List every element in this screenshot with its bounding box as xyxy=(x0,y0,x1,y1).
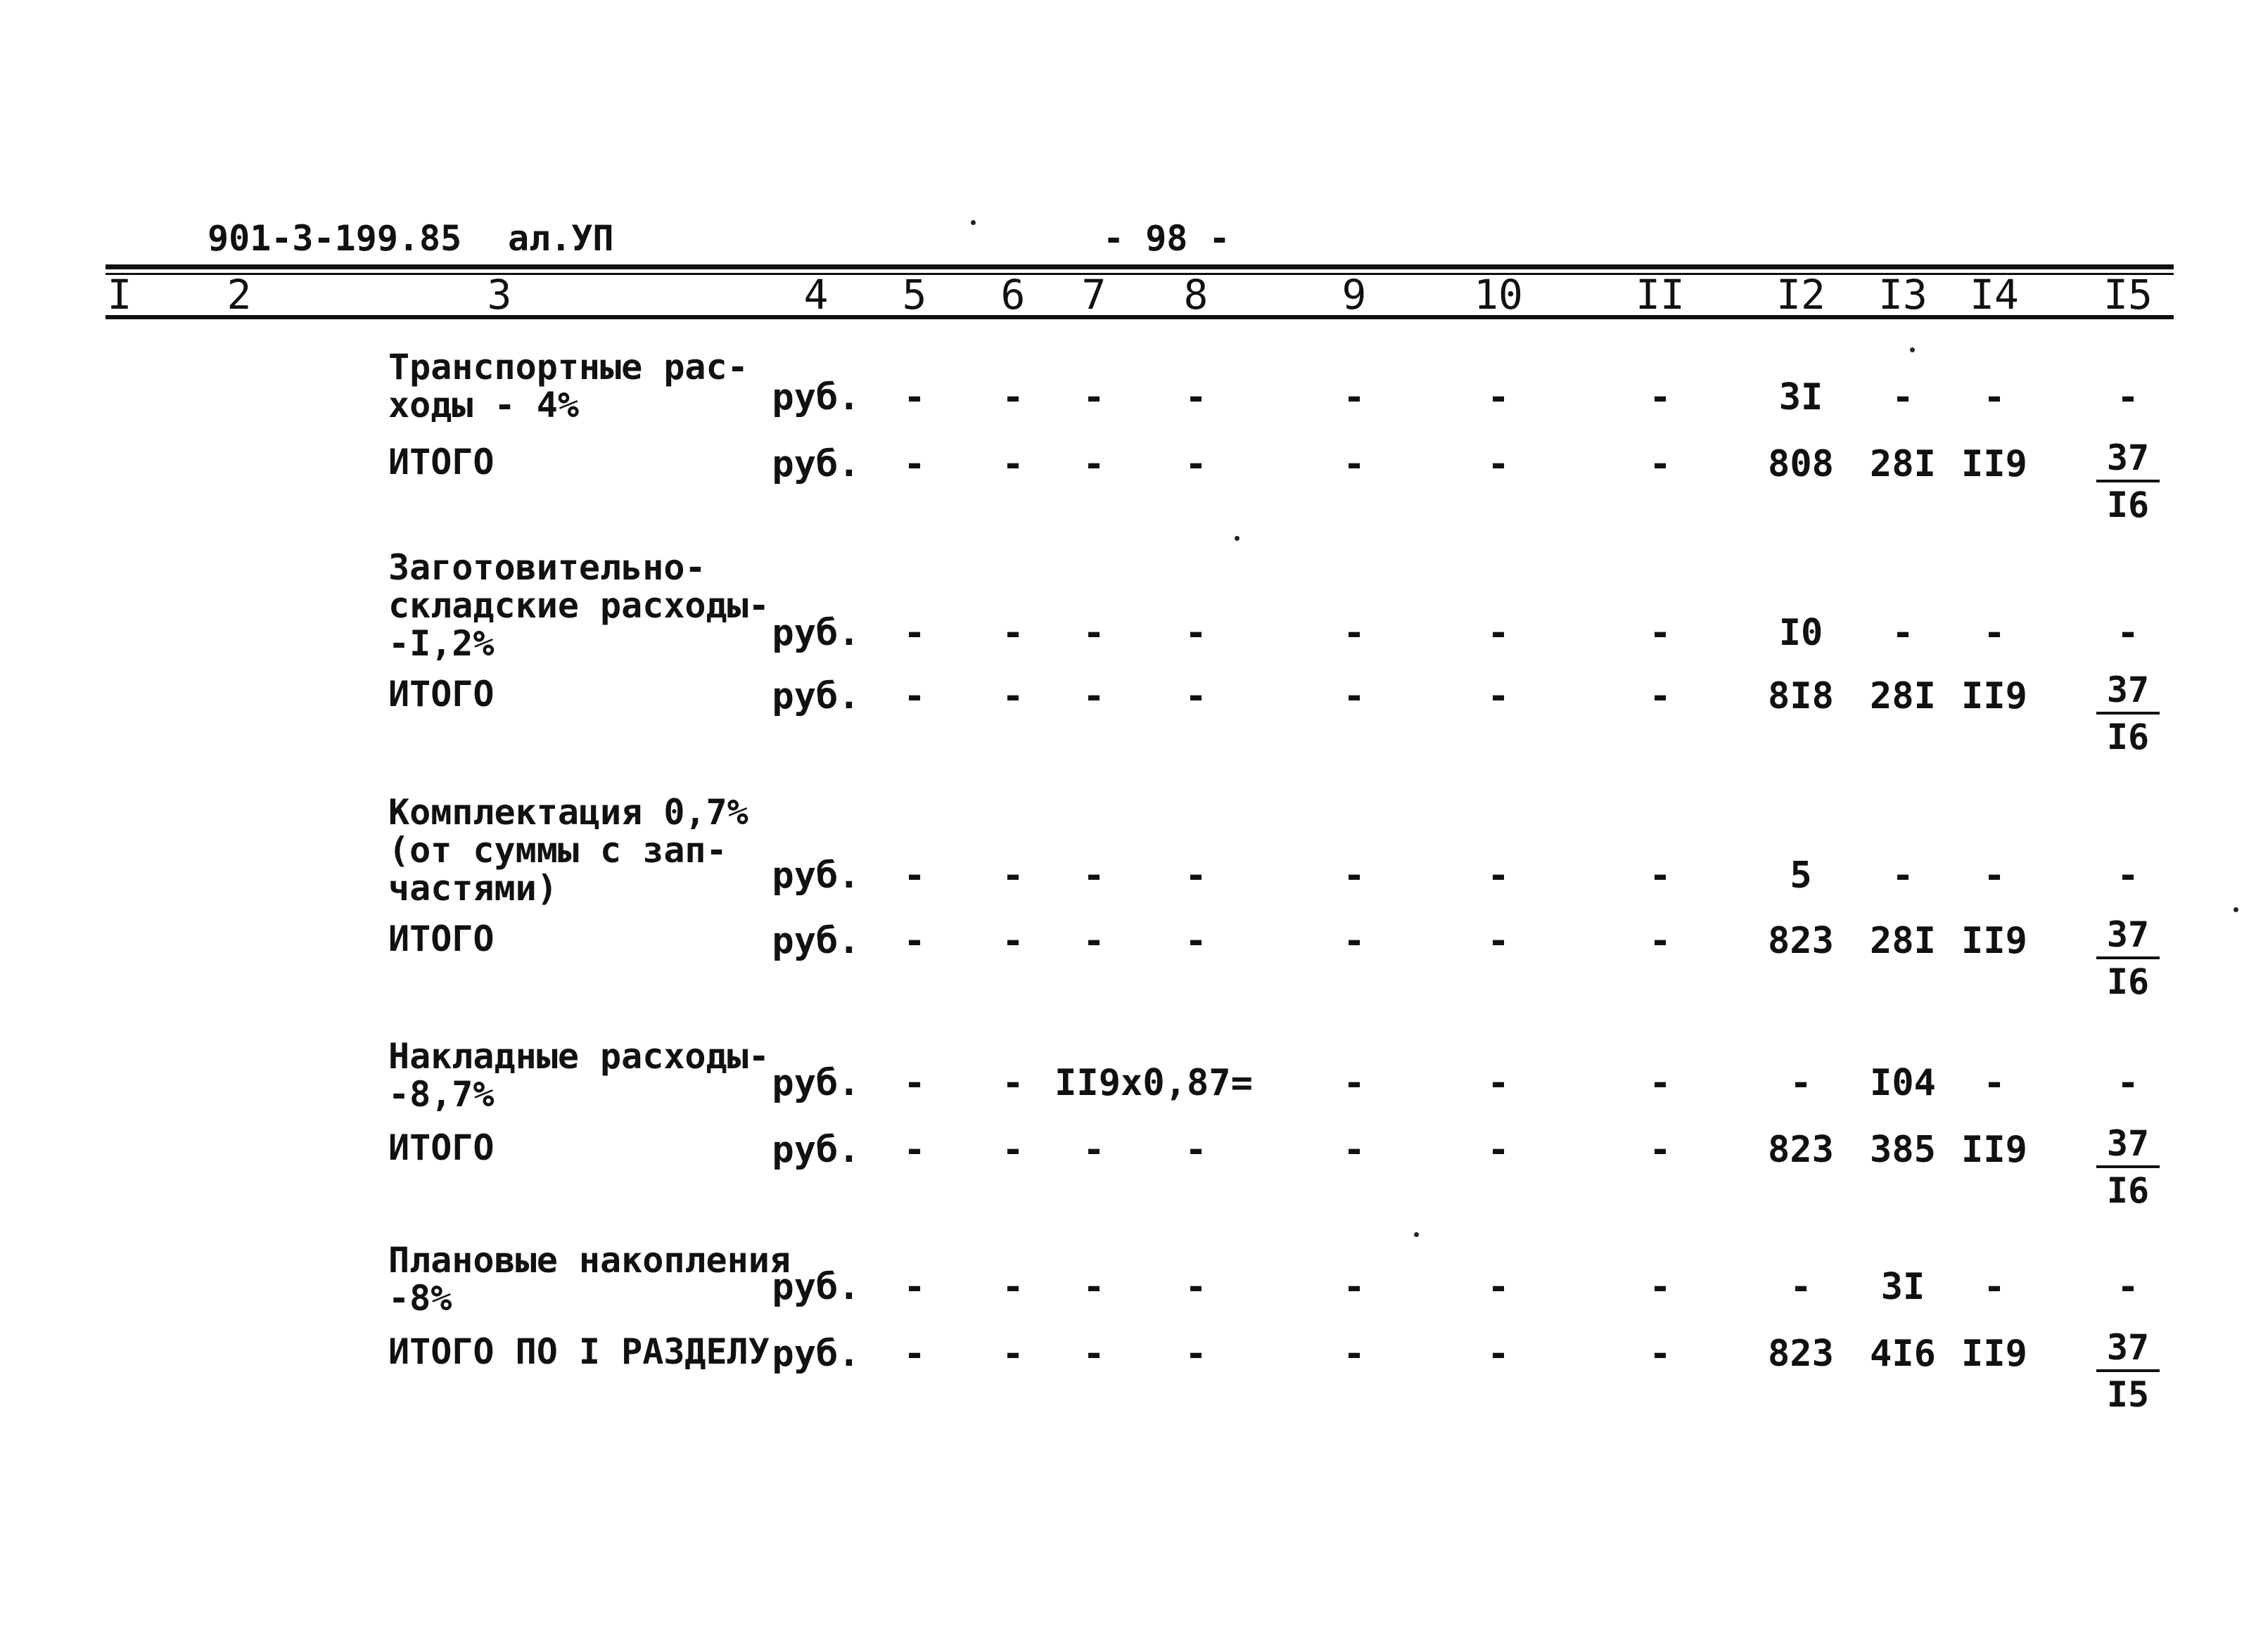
table-cell: - xyxy=(1649,1062,1671,1104)
table-cell: 3I xyxy=(1778,376,1823,418)
column-number: I4 xyxy=(1970,271,2019,319)
table-cell: - xyxy=(1083,1129,1105,1171)
table-cell: - xyxy=(1649,920,1671,962)
row-description: Транспортные рас- ходы - 4% xyxy=(388,347,748,425)
row-unit: руб. xyxy=(772,612,860,654)
fraction-cell xyxy=(2096,913,2160,1004)
table-cell: - xyxy=(1185,920,1207,962)
table-cell: - xyxy=(1343,920,1365,962)
table-cell: 5 xyxy=(1790,854,1812,897)
table-cell: - xyxy=(1002,612,1024,654)
row-unit: руб. xyxy=(772,1062,860,1104)
table-cell: - xyxy=(1185,1266,1207,1308)
table-cell: - xyxy=(1185,1129,1207,1171)
table-cell: - xyxy=(1083,1333,1105,1375)
print-speck xyxy=(1235,536,1239,541)
table-cell: II9 xyxy=(1961,1129,2027,1171)
column-number: 7 xyxy=(1081,271,1107,319)
row-description: Накладные расходы- -8,7% xyxy=(388,1036,770,1115)
table-cell: - xyxy=(1343,1333,1365,1375)
row-unit: руб. xyxy=(772,443,860,485)
table-cell: - xyxy=(1487,675,1510,717)
fraction-numerator: 37 xyxy=(2096,668,2160,715)
table-cell: - xyxy=(903,920,926,962)
table-cell: 3I xyxy=(1880,1266,1925,1308)
fraction-cell xyxy=(2096,436,2160,527)
print-speck xyxy=(1414,1232,1419,1237)
table-cell: - xyxy=(1002,854,1024,897)
table-cell: - xyxy=(1002,675,1024,717)
column-number: I5 xyxy=(2103,271,2153,319)
column-number: 3 xyxy=(487,271,512,319)
table-cell: - xyxy=(1002,920,1024,962)
table-cell: - xyxy=(1083,443,1105,485)
table-cell: - xyxy=(1083,920,1105,962)
table-cell: - xyxy=(1487,1266,1510,1308)
table-cell: - xyxy=(1185,376,1207,418)
column-number: 6 xyxy=(1000,271,1026,319)
table-cell: - xyxy=(1343,443,1365,485)
fraction-numerator: 37 xyxy=(2096,1122,2160,1168)
table-cell: - xyxy=(1983,1266,2006,1308)
table-cell: 823 xyxy=(1768,1129,1834,1171)
table-cell: - xyxy=(1002,443,1024,485)
table-cell: - xyxy=(1649,675,1671,717)
table-cell: - xyxy=(1083,854,1105,897)
table-cell: - xyxy=(1185,675,1207,717)
table-cell: - xyxy=(1343,612,1365,654)
table-cell: - xyxy=(1983,376,2006,418)
table-cell: - xyxy=(903,675,926,717)
row-unit: руб. xyxy=(772,376,860,418)
table-cell: - xyxy=(1487,443,1510,485)
table-cell: - xyxy=(2117,1266,2139,1308)
print-speck xyxy=(1910,347,1915,352)
page-number: - 98 - xyxy=(1103,218,1230,259)
table-cell: - xyxy=(1343,1266,1365,1308)
table-cell: - xyxy=(1649,1129,1671,1171)
table-cell: - xyxy=(903,854,926,897)
album-label: ал.УП xyxy=(508,218,614,259)
table-cell: - xyxy=(1002,1129,1024,1171)
table-cell: - xyxy=(1649,1266,1671,1308)
column-number: I3 xyxy=(1878,271,1927,319)
column-number: I2 xyxy=(1776,271,1825,319)
table-cell: - xyxy=(1487,1333,1510,1375)
top-rule-thin xyxy=(106,273,2174,275)
column-number: 9 xyxy=(1342,271,1367,319)
row-description: Комплектация 0,7% (от суммы с зап- частями) xyxy=(388,792,748,909)
table-cell: 28I xyxy=(1870,443,1936,485)
column-number: 10 xyxy=(1474,271,1523,319)
row-description: ИТОГО ПО I РАЗДЕЛУ xyxy=(388,1331,770,1372)
table-cell: - xyxy=(1083,376,1105,418)
calculation-note: II9х0,87= xyxy=(1054,1062,1253,1104)
table-cell: - xyxy=(1002,376,1024,418)
table-cell: II9 xyxy=(1961,920,2027,962)
column-number: 4 xyxy=(803,271,829,319)
table-cell: II9 xyxy=(1961,675,2027,717)
table-cell: - xyxy=(1649,1333,1671,1375)
table-cell: - xyxy=(1185,612,1207,654)
document-code: 901-3-199.85 xyxy=(208,218,462,259)
table-cell: - xyxy=(1649,443,1671,485)
table-cell: - xyxy=(1983,612,2006,654)
column-header-rule xyxy=(106,315,2174,319)
row-description: ИТОГО xyxy=(388,674,495,715)
table-cell: - xyxy=(903,612,926,654)
table-cell: - xyxy=(1343,1129,1365,1171)
table-cell: - xyxy=(903,443,926,485)
table-cell: - xyxy=(1487,1062,1510,1104)
fraction-cell xyxy=(2096,668,2160,760)
table-cell: - xyxy=(1185,443,1207,485)
table-cell: - xyxy=(903,1129,926,1171)
fraction-numerator: 37 xyxy=(2096,913,2160,959)
table-cell: - xyxy=(1002,1062,1024,1104)
column-number: I xyxy=(107,271,132,319)
table-cell: - xyxy=(903,1333,926,1375)
table-cell: I04 xyxy=(1870,1062,1936,1104)
row-description: ИТОГО xyxy=(388,1127,495,1168)
row-description: ИТОГО xyxy=(388,918,495,959)
row-unit: руб. xyxy=(772,675,860,717)
print-speck xyxy=(971,220,976,225)
table-cell: - xyxy=(1487,920,1510,962)
table-cell: - xyxy=(1790,1062,1812,1104)
fraction-numerator: 37 xyxy=(2096,436,2160,482)
table-cell: - xyxy=(1983,854,2006,897)
table-cell: - xyxy=(1185,854,1207,897)
fraction-denominator: I5 xyxy=(2106,1374,2150,1415)
top-rule xyxy=(106,264,2174,269)
table-cell: I0 xyxy=(1778,612,1823,654)
table-cell: - xyxy=(1649,376,1671,418)
table-cell: 808 xyxy=(1768,443,1834,485)
table-cell: - xyxy=(1892,612,1914,654)
table-cell: - xyxy=(2117,854,2139,897)
table-cell: - xyxy=(1487,376,1510,418)
row-unit: руб. xyxy=(772,920,860,962)
table-cell: - xyxy=(1892,854,1914,897)
table-cell: 823 xyxy=(1768,1333,1834,1375)
table-cell: - xyxy=(1487,612,1510,654)
table-cell: - xyxy=(1002,1266,1024,1308)
table-cell: - xyxy=(1083,675,1105,717)
table-cell: 4I6 xyxy=(1870,1333,1936,1375)
row-description: Плановые накопления -8% xyxy=(388,1240,791,1319)
table-cell: II9 xyxy=(1961,443,2027,485)
table-cell: 385 xyxy=(1870,1129,1936,1171)
table-cell: 823 xyxy=(1768,920,1834,962)
fraction-denominator: I6 xyxy=(2106,1170,2150,1211)
column-number: II xyxy=(1636,271,1685,319)
table-cell: 28I xyxy=(1870,675,1936,717)
column-number: 2 xyxy=(227,271,252,319)
table-cell: - xyxy=(2117,612,2139,654)
table-cell: - xyxy=(903,1266,926,1308)
table-cell: - xyxy=(1487,1129,1510,1171)
table-cell: - xyxy=(2117,376,2139,418)
table-cell: - xyxy=(903,1062,926,1104)
table-cell: - xyxy=(1892,376,1914,418)
table-cell: - xyxy=(1487,854,1510,897)
table-cell: - xyxy=(1002,1333,1024,1375)
table-cell: - xyxy=(1083,612,1105,654)
table-cell: 8I8 xyxy=(1768,675,1834,717)
table-cell: - xyxy=(1790,1266,1812,1308)
row-description: Заготовительно- складские расходы- -I,2% xyxy=(388,547,770,664)
table-cell: II9 xyxy=(1961,1333,2027,1375)
column-number: 5 xyxy=(902,271,927,319)
table-cell: - xyxy=(1343,1062,1365,1104)
fraction-cell xyxy=(2096,1122,2160,1213)
row-description: ИТОГО xyxy=(388,442,495,482)
table-cell: - xyxy=(1083,1266,1105,1308)
table-cell: - xyxy=(1983,1062,2006,1104)
table-cell: - xyxy=(1343,376,1365,418)
fraction-denominator: I6 xyxy=(2106,961,2150,1002)
fraction-denominator: I6 xyxy=(2106,717,2150,757)
column-number: 8 xyxy=(1183,271,1209,319)
row-unit: руб. xyxy=(772,854,860,897)
table-cell: - xyxy=(1649,612,1671,654)
row-unit: руб. xyxy=(772,1266,860,1308)
table-cell: - xyxy=(2117,1062,2139,1104)
row-unit: руб. xyxy=(772,1333,860,1375)
table-cell: - xyxy=(903,376,926,418)
table-cell: 28I xyxy=(1870,920,1936,962)
table-cell: - xyxy=(1185,1333,1207,1375)
table-cell: - xyxy=(1649,854,1671,897)
row-unit: руб. xyxy=(772,1129,860,1171)
table-cell: - xyxy=(1343,675,1365,717)
table-cell: - xyxy=(1343,854,1365,897)
fraction-numerator: 37 xyxy=(2096,1326,2160,1372)
print-speck xyxy=(2233,907,2238,912)
fraction-denominator: I6 xyxy=(2106,485,2150,525)
fraction-cell xyxy=(2096,1326,2160,1417)
